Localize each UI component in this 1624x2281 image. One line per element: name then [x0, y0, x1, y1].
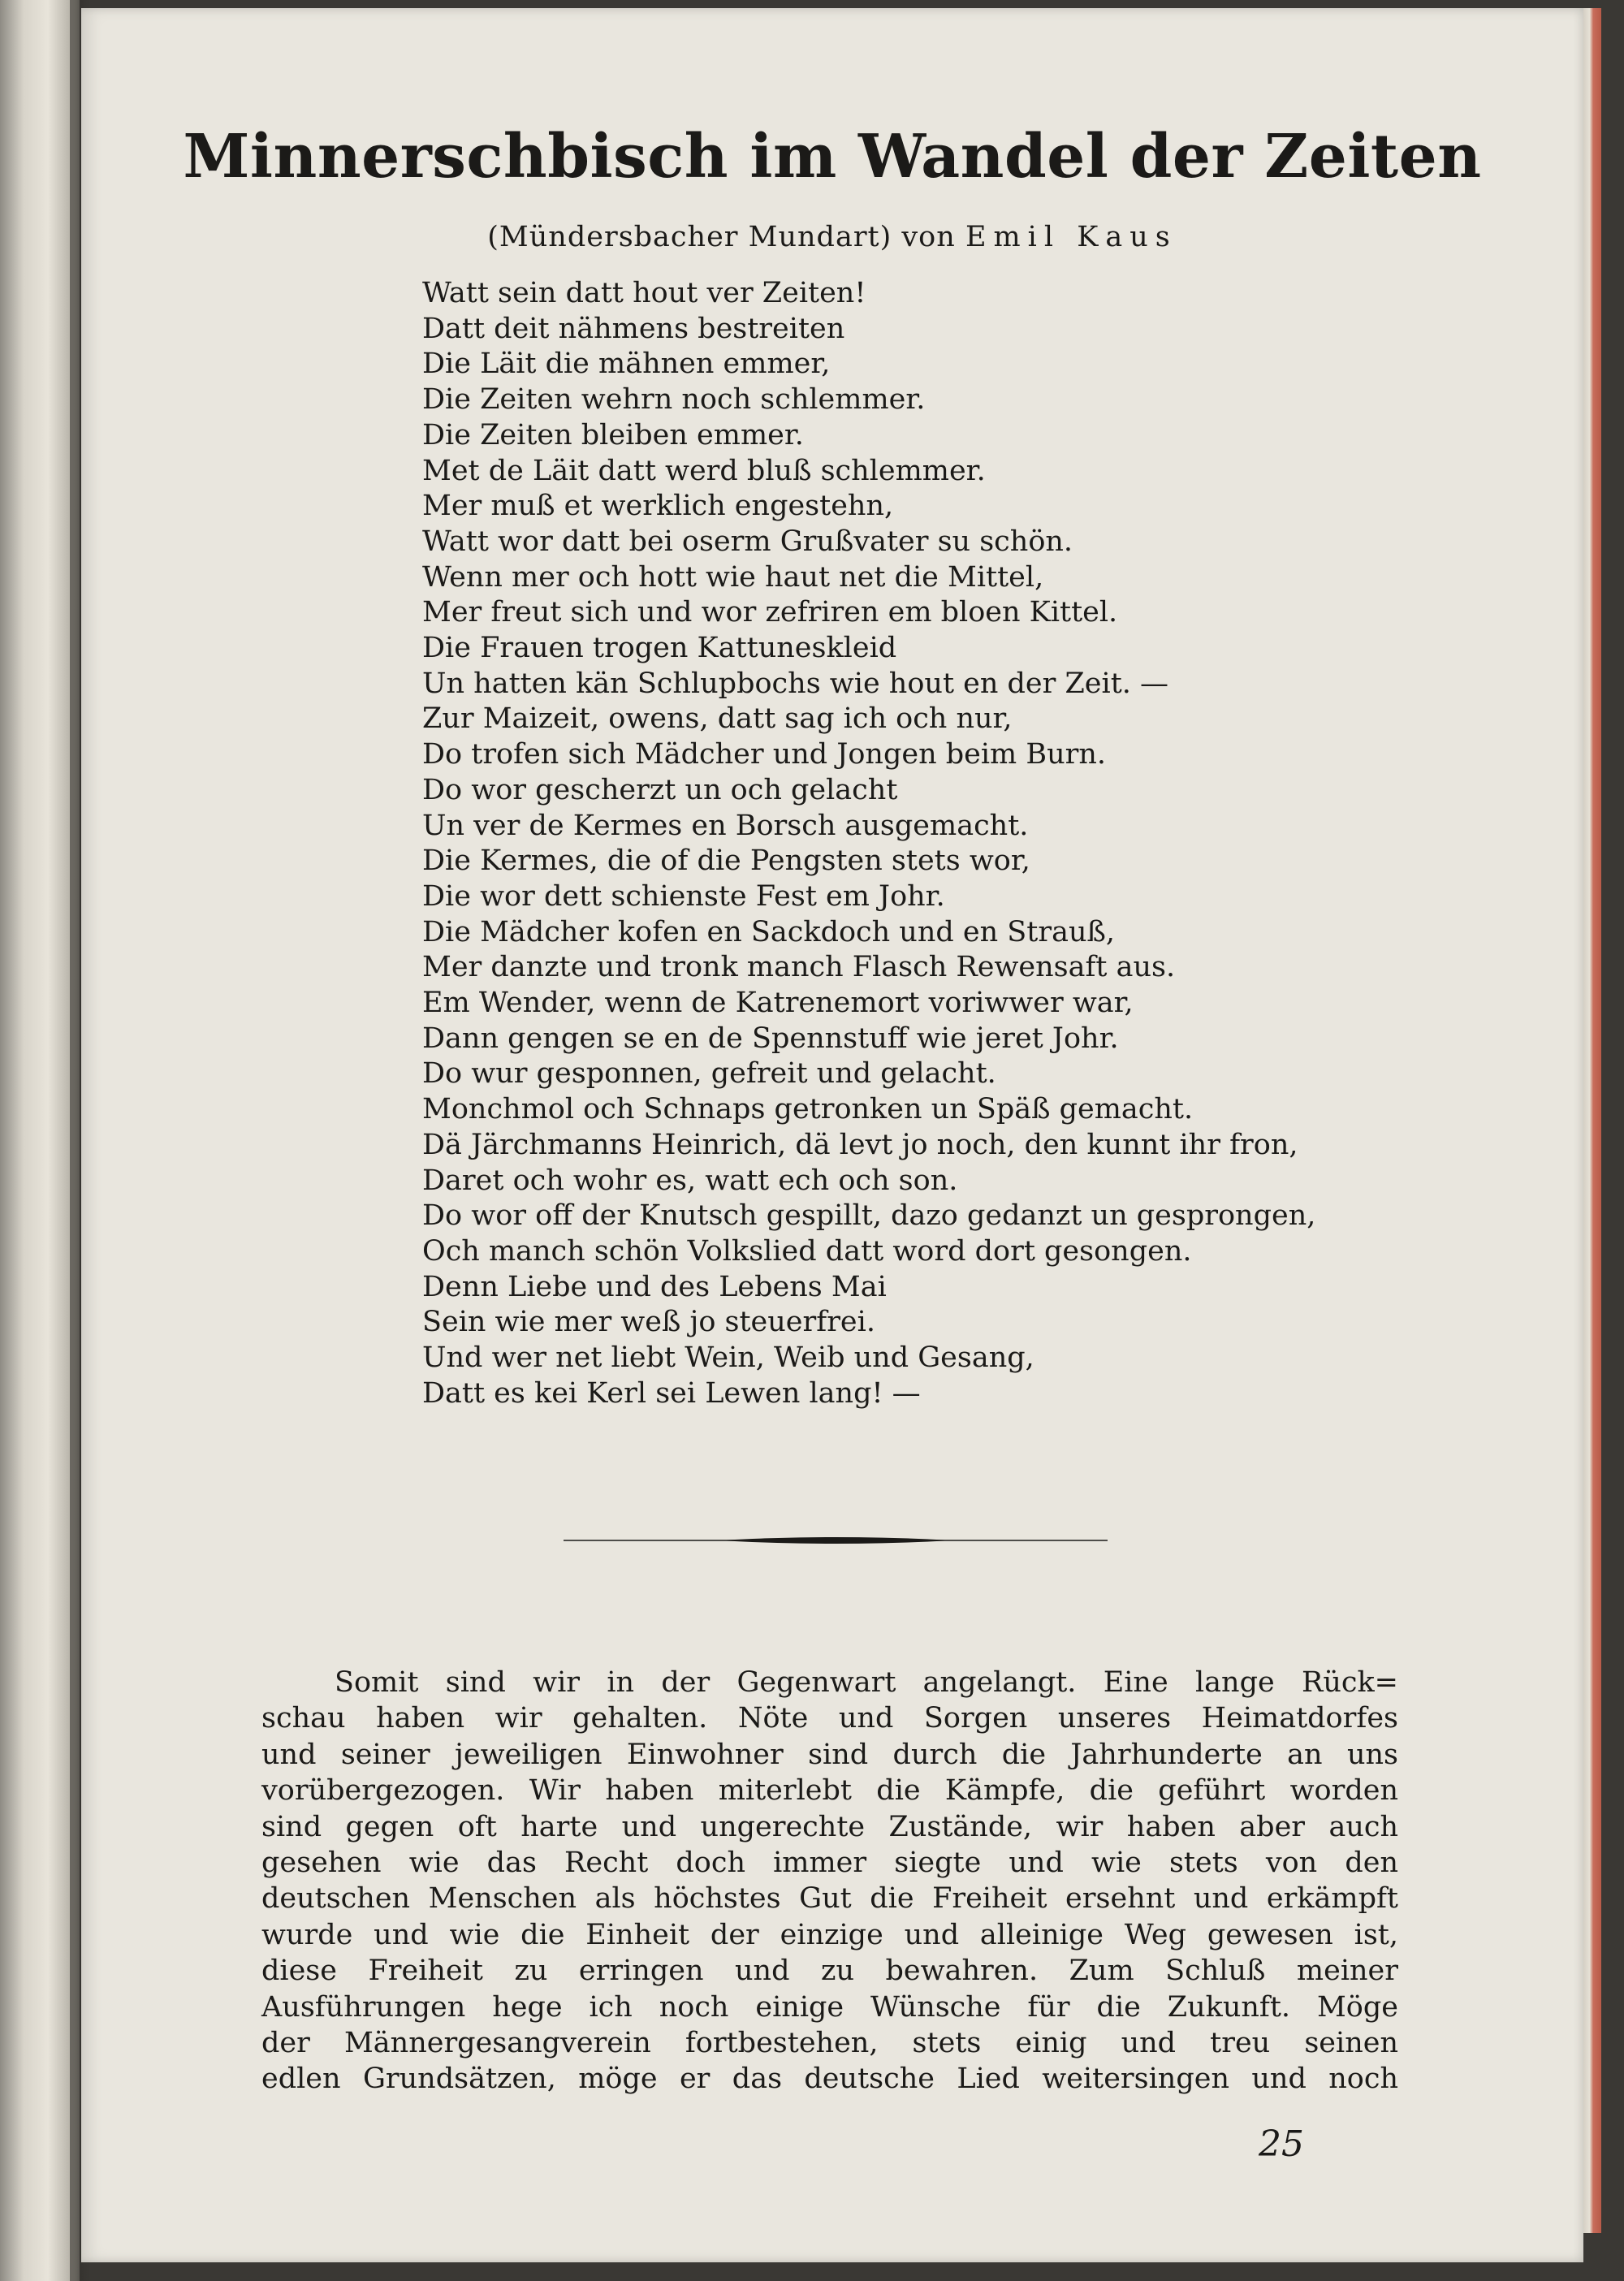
poem-line: Die Läit die mähnen emmer, [422, 348, 831, 381]
poem-line: Mer freut sich und wor zefriren em bloen Kittel. [422, 596, 1118, 629]
poem-line: Mer danzte und tronk manch Flasch Rewensaft aus. [422, 951, 1176, 984]
poem-line: Do wor off der Knutsch gespillt, dazo gedanzt un gesprongen, [422, 1199, 1316, 1233]
book-page [81, 8, 1583, 2262]
prose-line: schau haben wir gehalten. Nöte und Sorgen unseres Heimatdorfes [261, 1702, 1398, 1735]
prose-line: Somit sind wir in der Gegenwart angelangt. Eine lange Rück= [335, 1666, 1398, 1699]
poem-subtitle [81, 221, 1583, 253]
poem-line: Die Frauen trogen Kattuneskleid [422, 632, 897, 665]
poem-line: Do trofen sich Mädcher und Jongen beim Burn. [422, 738, 1107, 771]
poem-line: Daret och wohr es, watt ech och son. [422, 1164, 958, 1197]
poem-line: Die Zeiten bleiben emmer. [422, 418, 804, 451]
page-number: 25 [1259, 2123, 1304, 2165]
prose-line: und seiner jeweiligen Einwohner sind durch die Jahrhunderte an uns [261, 1738, 1398, 1771]
poem-line: Un hatten kän Schlupbochs wie hout en der Zeit. — [422, 667, 1169, 700]
prose-line: vorübergezogen. Wir haben miterlebt die Kämpfe, die geführt worden [261, 1774, 1398, 1808]
poem-line: Un ver de Kermes en Borsch ausgemacht. [422, 809, 1029, 842]
poem-line: Watt sein datt hout ver Zeiten! [422, 277, 866, 309]
prose-line: sind gegen oft harte und ungerechte Zustände, wir haben aber auch [261, 1810, 1398, 1843]
poem-line: Met de Läit datt werd bluß schlemmer. [422, 454, 986, 487]
poem-line: Monchmol och Schnaps getronken un Späß gemacht. [422, 1093, 1194, 1126]
left-page-edge [0, 0, 80, 2281]
poem-line: Datt es kei Kerl sei Lewen lang! — [422, 1376, 921, 1410]
red-page-edge [1583, 8, 1601, 2233]
poem-line: Die Kermes, die of die Pengsten stets wor, [422, 845, 1030, 878]
poem-line: Und wer net liebt Wein, Weib und Gesang, [422, 1341, 1034, 1375]
poem-line: Datt deit nähmens bestreiten [422, 312, 845, 345]
poem-line: Och manch schön Volkslied datt word dort gesongen. [422, 1234, 1192, 1268]
prose-line: gesehen wie das Recht doch immer siegte und wie stets von den [261, 1847, 1398, 1880]
prose-line: edlen Grundsätzen, möge er das deutsche Lied weitersingen und noch [261, 2063, 1398, 2096]
poem-line: Em Wender, wenn de Katrenemort voriwwer war, [422, 987, 1134, 1020]
prose-paragraph [261, 1665, 1398, 2097]
prose-line: wurde und wie die Einheit der einzige und alleinige Weg gewesen ist, [261, 1918, 1398, 1951]
poem-line: Do wor gescherzt un och gelacht [422, 773, 898, 806]
poem-line: Mer muß et werklich engestehn, [422, 490, 894, 523]
prose-line: diese Freiheit zu erringen und zu bewahren. Zum Schluß meiner [261, 1955, 1398, 1988]
prose-line: deutschen Menschen als höchstes Gut die Freiheit ersehnt und erkämpft [261, 1882, 1398, 1916]
poem-line: Dä Järchmanns Heinrich, dä levt jo noch, den kunnt ihr fron, [422, 1128, 1298, 1161]
ornamental-divider [564, 1535, 1108, 1546]
poem-line: Die Mädcher kofen en Sackdoch und en Strauß, [422, 915, 1115, 948]
poem-line: Dann gengen se en de Spennstuff wie jeret Johr. [422, 1022, 1119, 1055]
poem-line: Die wor dett schienste Fest em Johr. [422, 879, 945, 913]
prose-line: der Männergesangverein fortbestehen, stets einig und treu seinen [261, 2027, 1398, 2060]
poem-title: Minnerschbisch im Wandel der Zeiten [183, 122, 1482, 192]
subtitle-author: Emil Kaus [965, 221, 1177, 253]
poem-line: Watt wor datt bei oserm Grußvater su schön. [422, 525, 1073, 558]
poem-line: Do wur gesponnen, gefreit und gelacht. [422, 1057, 996, 1091]
poem-line: Denn Liebe und des Lebens Mai [422, 1270, 887, 1303]
subtitle-dialect: (Mündersbacher Mundart) von [487, 221, 956, 253]
poem-line: Wenn mer och hott wie haut net die Mittel, [422, 560, 1044, 594]
poem-line: Sein wie mer weß jo steuerfrei. [422, 1306, 875, 1339]
poem-line: Die Zeiten wehrn noch schlemmer. [422, 383, 926, 417]
poem-line: Zur Maizeit, owens, datt sag ich och nur, [422, 702, 1013, 736]
poem-verses [422, 276, 1421, 1412]
prose-line: Ausführungen hege ich noch einige Wünsche für die Zukunft. Möge [261, 1990, 1398, 2024]
